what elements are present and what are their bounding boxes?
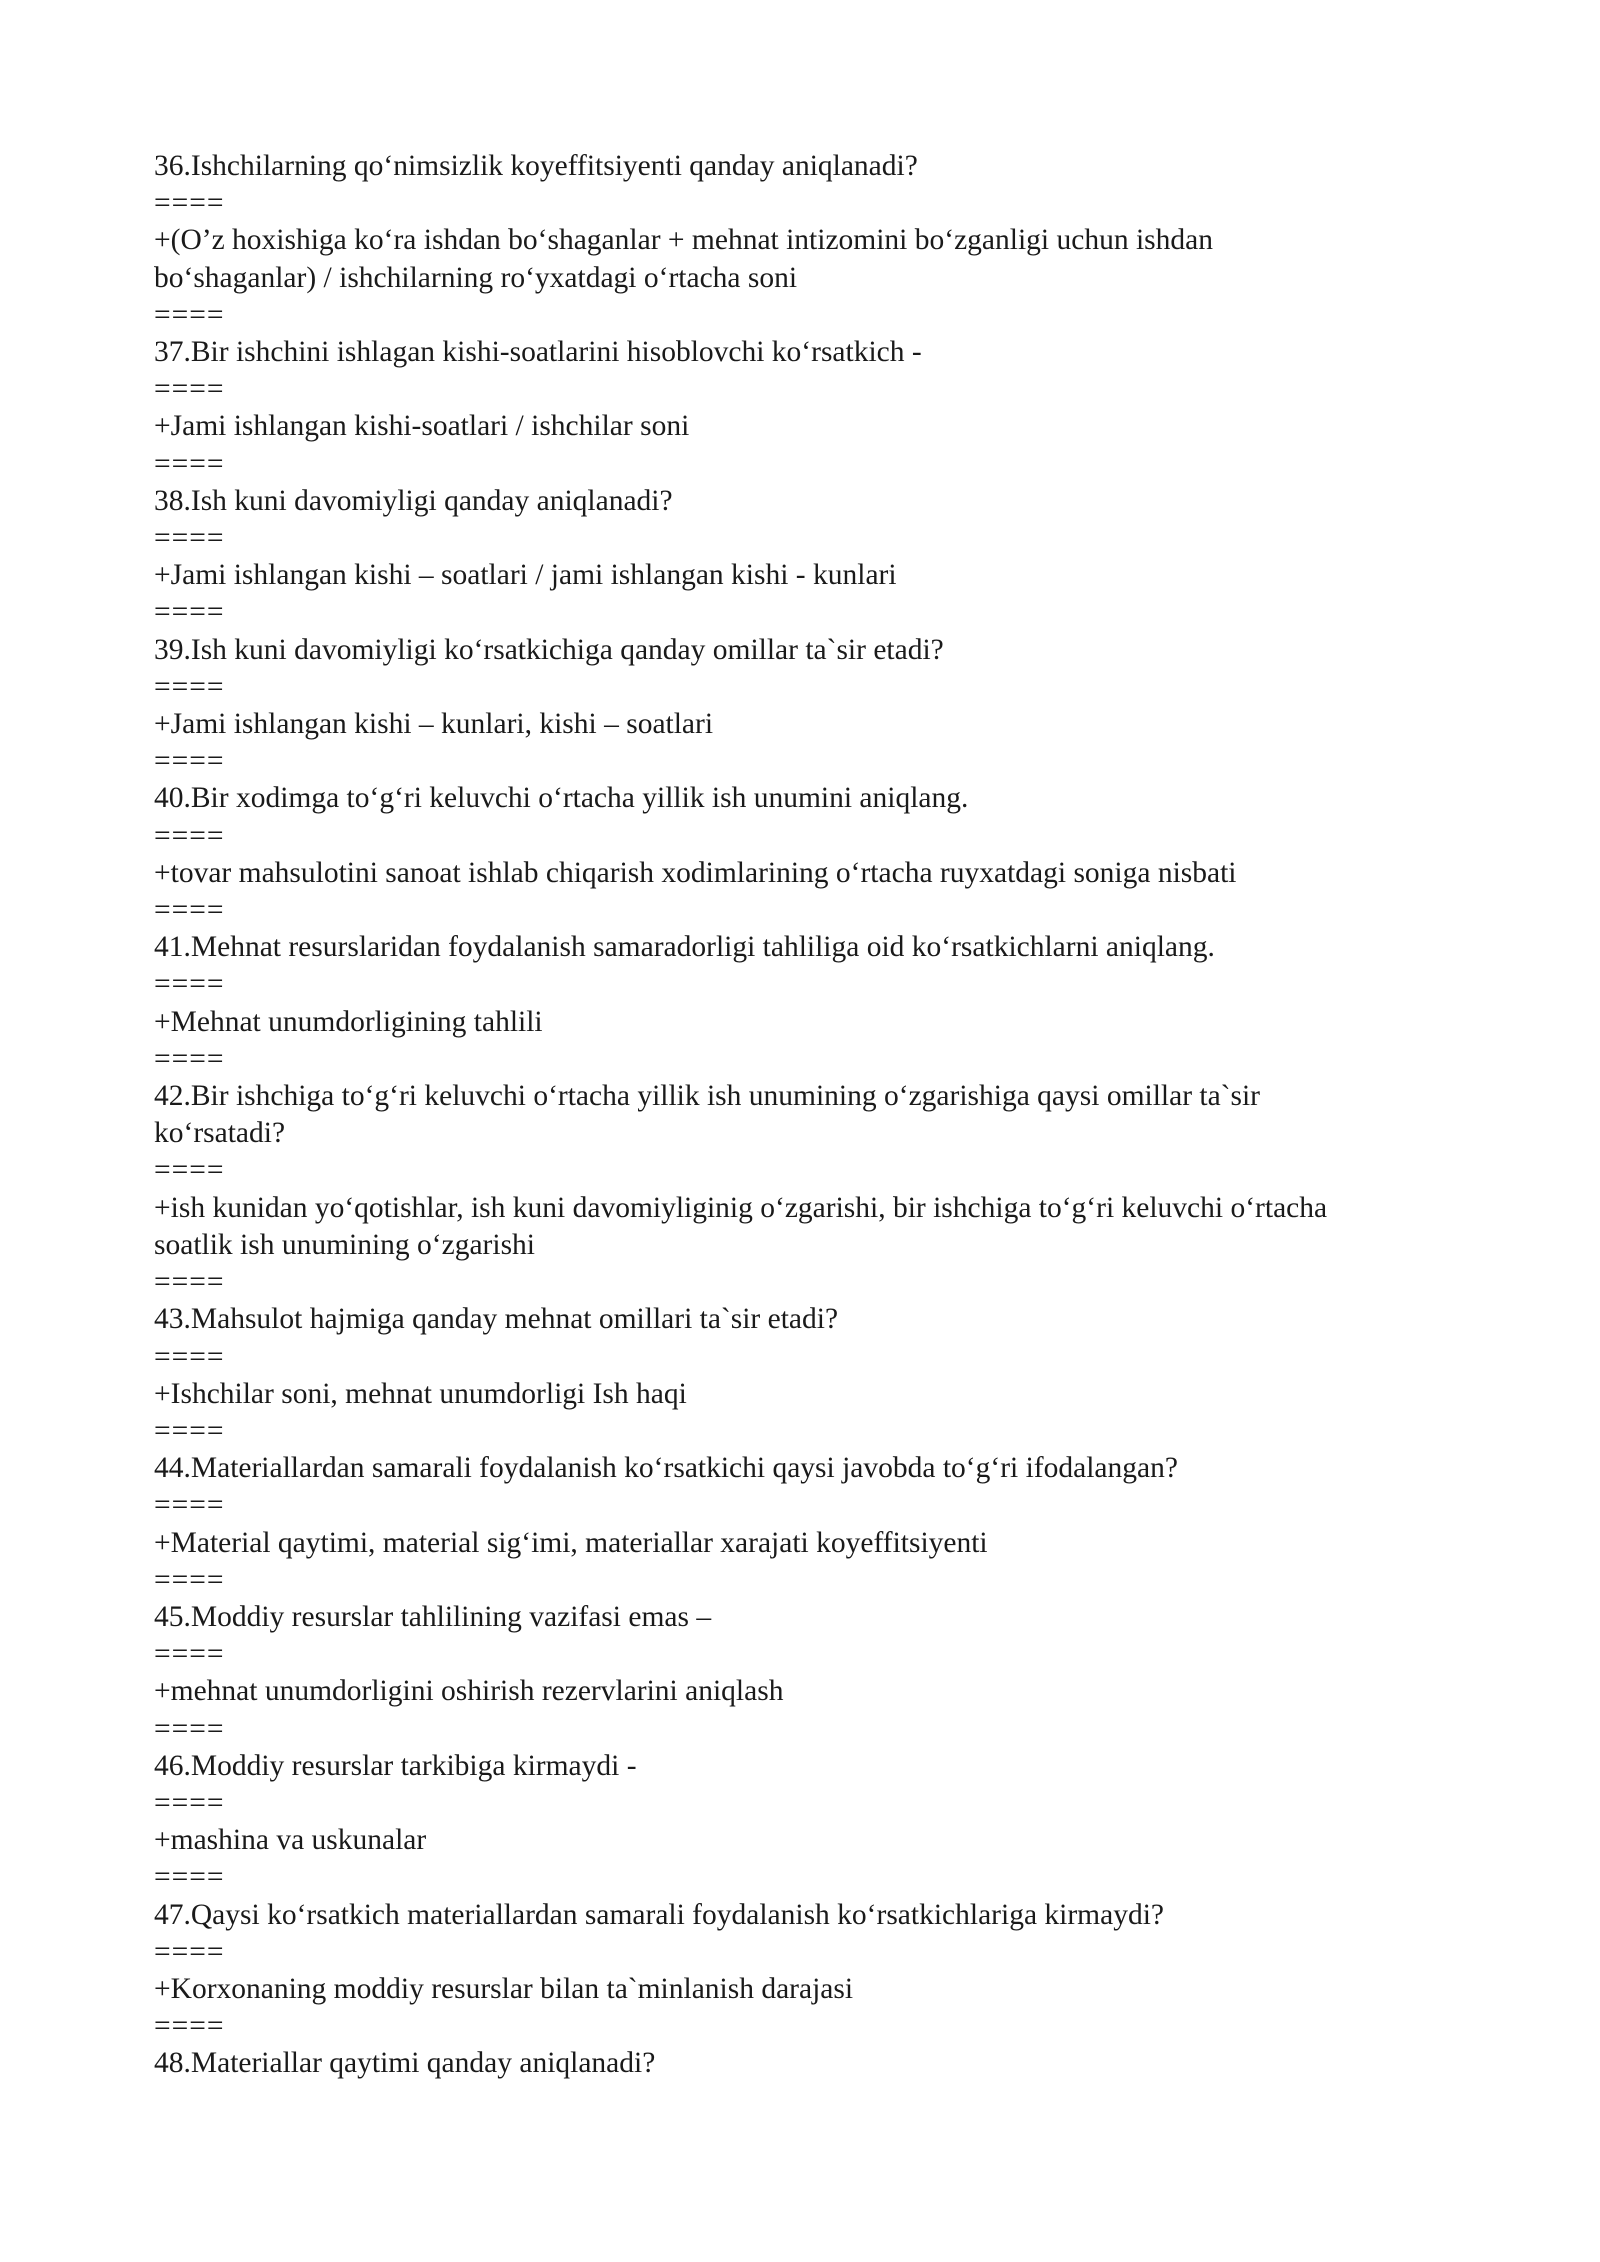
answer-text: +(O’z hoxishiga ko‘ra ishdan bo‘shaganlar + mehnat intizomini bo‘zganligi uchun ishdan bbox=[154, 224, 1213, 257]
question-text: 41.Mehnat resurslaridan foydalanish samaradorligi tahliliga oid ko‘rsatkichlarni aniqlang. bbox=[154, 931, 1215, 964]
answer-text: +tovar mahsulotini sanoat ishlab chiqarish xodimlarining o‘rtacha ruyxatdagi soniga nisbati bbox=[154, 856, 1237, 889]
document-page bbox=[154, 148, 1454, 2083]
answer-text: +Mehnat unumdorligining tahlili bbox=[154, 1005, 543, 1038]
separator-line: ==== bbox=[154, 1935, 225, 1968]
question-text: 38.Ish kuni davomiyligi qanday aniqlanadi? bbox=[154, 484, 673, 517]
separator-line: ==== bbox=[154, 968, 225, 1001]
question-text: 39.Ish kuni davomiyligi ko‘rsatkichiga qanday omillar ta`sir etadi? bbox=[154, 633, 944, 666]
answer-text: +Ishchilar soni, mehnat unumdorligi Ish haqi bbox=[154, 1377, 687, 1410]
separator-line: ==== bbox=[154, 1042, 225, 1075]
separator-line: ==== bbox=[154, 187, 225, 220]
answer-text: +Material qaytimi, material sig‘imi, materiallar xarajati koyeffitsiyenti bbox=[154, 1526, 988, 1559]
answer-text: +ish kunidan yo‘qotishlar, ish kuni davomiyliginig o‘zgarishi, bir ishchiga to‘g‘ri keluvchi o‘rtacha bbox=[154, 1191, 1328, 1224]
question-text: 36.Ishchilarning qo‘nimsizlik koyeffitsiyenti qanday aniqlanadi? bbox=[154, 150, 918, 182]
question-text: 45.Moddiy resurslar tahlilining vazifasi emas – bbox=[154, 1600, 712, 1633]
separator-line: ==== bbox=[154, 670, 225, 703]
answer-text: +Korxonaning moddiy resurslar bilan ta`minlanish darajasi bbox=[154, 1972, 854, 2005]
separator-line: ==== bbox=[154, 1638, 225, 1671]
separator-line: ==== bbox=[154, 1340, 225, 1373]
separator-line: ==== bbox=[154, 1712, 225, 1745]
question-text: 43.Mahsulot hajmiga qanday mehnat omillari ta`sir etadi? bbox=[154, 1303, 839, 1336]
separator-line: ==== bbox=[154, 1563, 225, 1596]
separator-line: ==== bbox=[154, 1414, 225, 1447]
question-text: 40.Bir xodimga to‘g‘ri keluvchi o‘rtacha yillik ish unumini aniqlang. bbox=[154, 782, 969, 815]
question-text: 48.Materiallar qaytimi qanday aniqlanadi? bbox=[154, 2047, 656, 2080]
separator-line: ==== bbox=[154, 2010, 225, 2043]
question-text: 44.Materiallardan samarali foydalanish ko‘rsatkichi qaysi javobda to‘g‘ri ifodalangan? bbox=[154, 1452, 1178, 1485]
separator-line: ==== bbox=[154, 596, 225, 629]
question-text: 37.Bir ishchini ishlagan kishi-soatlarini hisoblovchi ko‘rsatkich - bbox=[154, 336, 922, 369]
question-text: 46.Moddiy resurslar tarkibiga kirmaydi - bbox=[154, 1749, 637, 1782]
separator-line: ==== bbox=[154, 1861, 225, 1894]
separator-line: ==== bbox=[154, 447, 225, 480]
text-line: soatlik ish unumining o‘zgarishi bbox=[154, 1228, 536, 1261]
answer-text: +mashina va uskunalar bbox=[154, 1824, 427, 1857]
separator-line: ==== bbox=[154, 373, 225, 406]
separator-line: ==== bbox=[154, 1266, 225, 1299]
separator-line: ==== bbox=[154, 298, 225, 331]
answer-text: +Jami ishlangan kishi – kunlari, kishi – soatlari bbox=[154, 708, 714, 741]
separator-line: ==== bbox=[154, 819, 225, 852]
separator-line: ==== bbox=[154, 522, 225, 555]
separator-line: ==== bbox=[154, 745, 225, 778]
text-line: bo‘shaganlar) / ishchilarning ro‘yxatdagi o‘rtacha soni bbox=[154, 261, 798, 294]
question-text: 42.Bir ishchiga to‘g‘ri keluvchi o‘rtacha yillik ish unumining o‘zgarishiga qaysi omillar ta`sir bbox=[154, 1080, 1261, 1113]
text-line: ko‘rsatadi? bbox=[154, 1117, 286, 1150]
separator-line: ==== bbox=[154, 1786, 225, 1819]
separator-line: ==== bbox=[154, 894, 225, 927]
question-text: 47.Qaysi ko‘rsatkich materiallardan samarali foydalanish ko‘rsatkichlariga kirmaydi? bbox=[154, 1898, 1165, 1931]
separator-line: ==== bbox=[154, 1154, 225, 1187]
answer-text: +Jami ishlangan kishi-soatlari / ishchilar soni bbox=[154, 410, 690, 443]
answer-text: +Jami ishlangan kishi – soatlari / jami ishlangan kishi - kunlari bbox=[154, 559, 897, 592]
answer-text: +mehnat unumdorligini oshirish rezervlarini aniqlash bbox=[154, 1675, 784, 1708]
separator-line: ==== bbox=[154, 1489, 225, 1522]
